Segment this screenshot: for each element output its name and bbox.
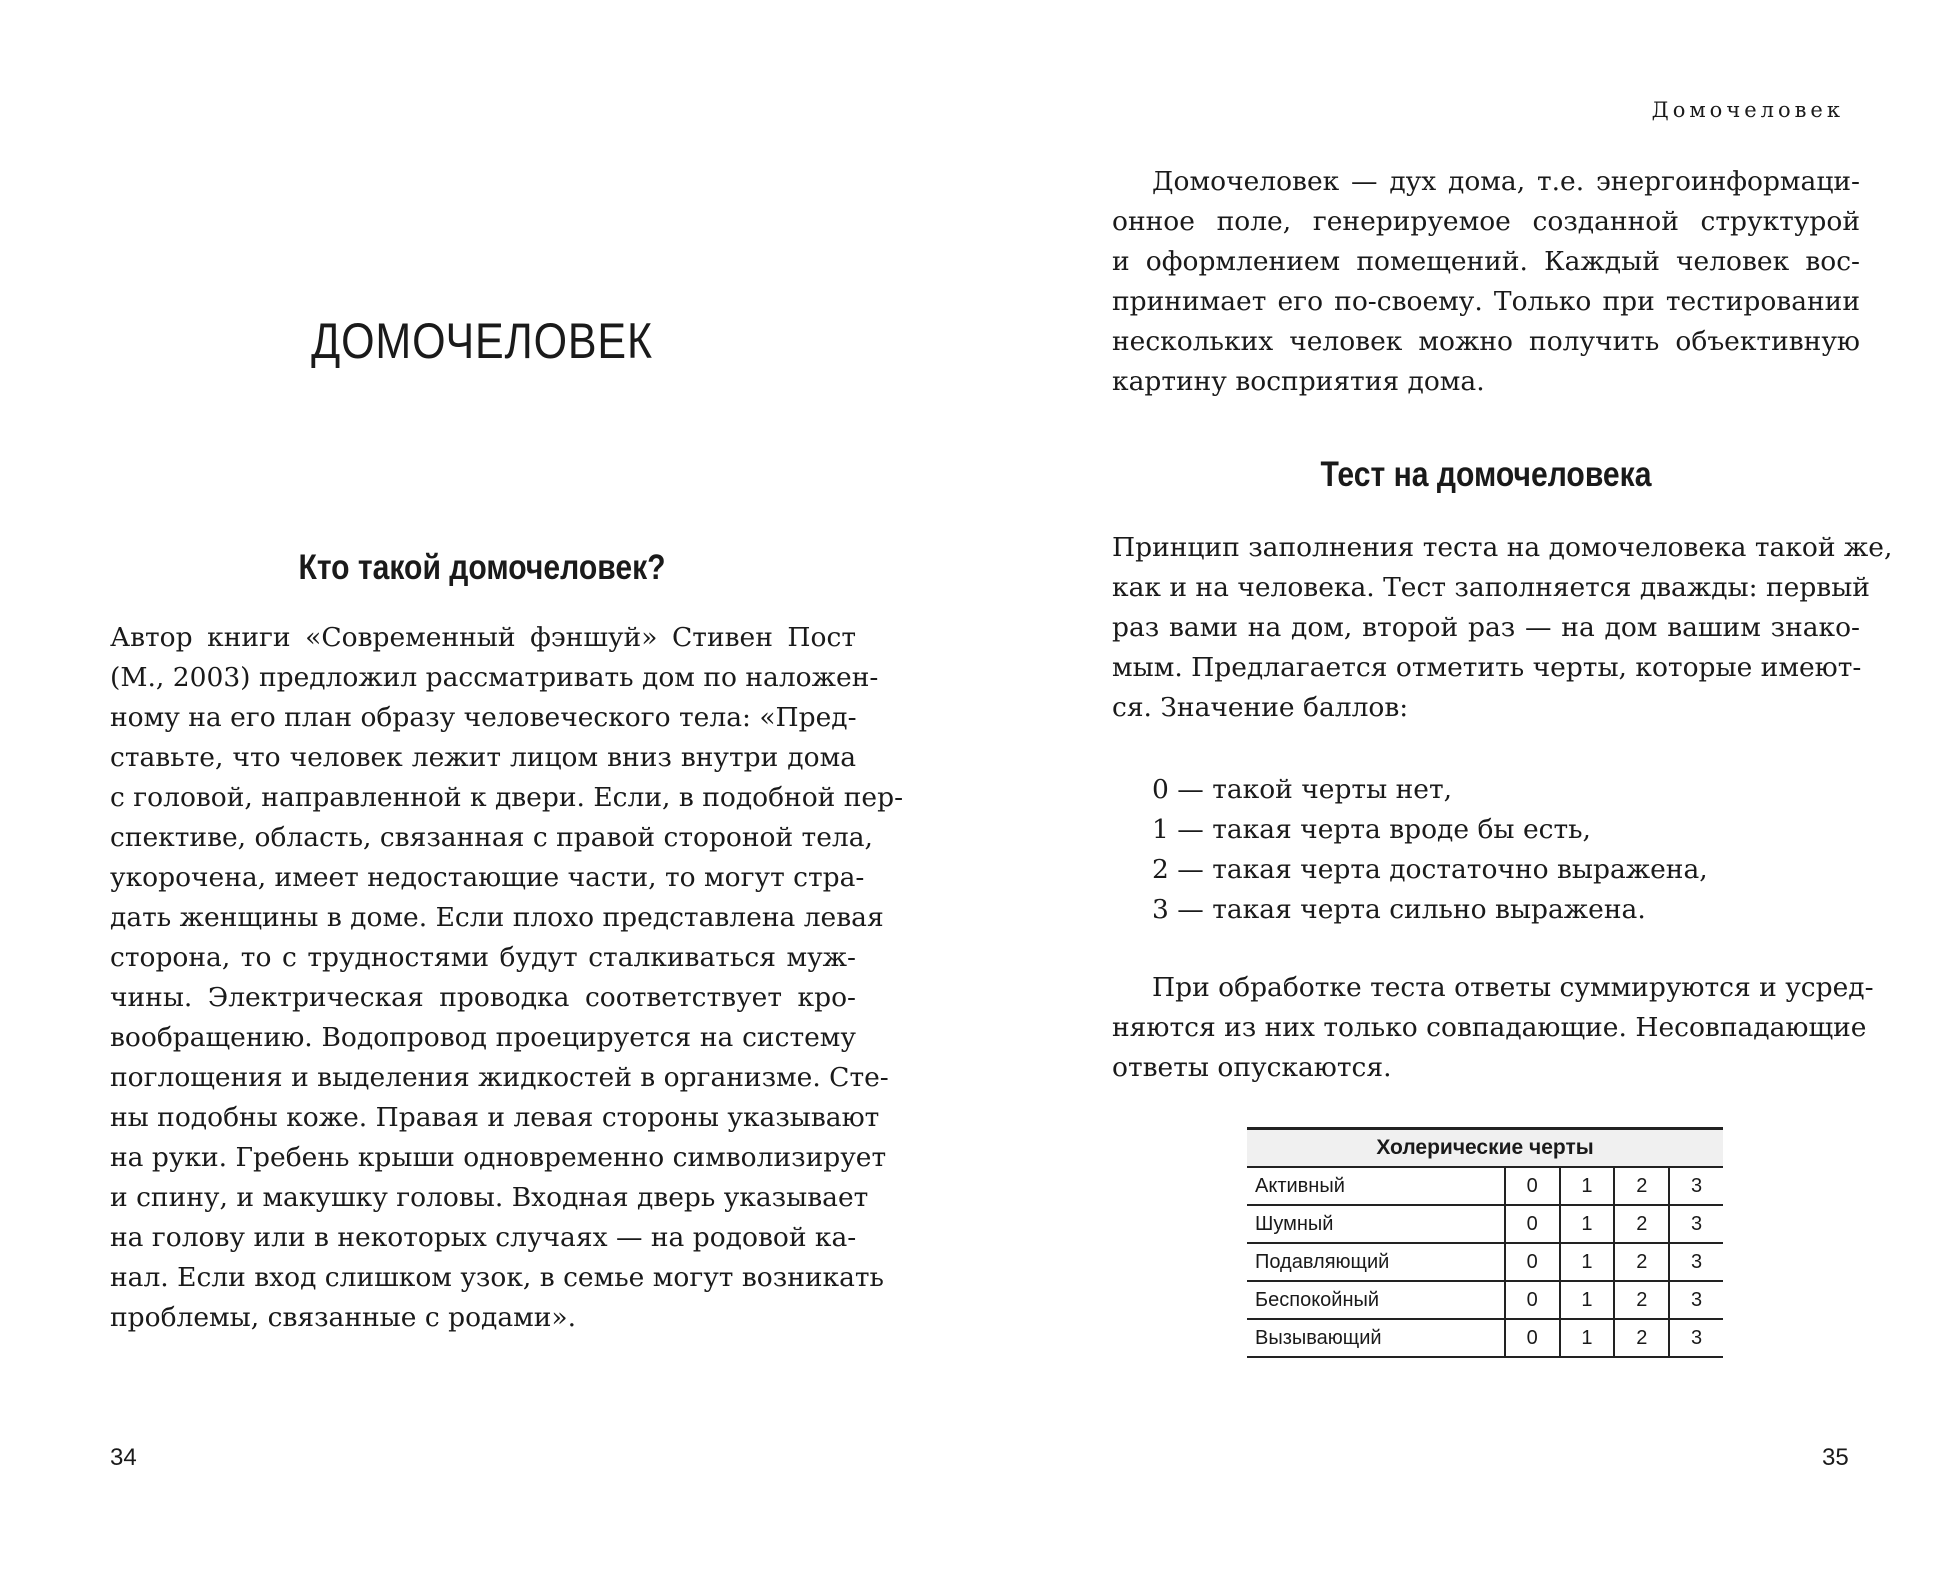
trait-name: Активный bbox=[1247, 1168, 1505, 1205]
right-page bbox=[972, 0, 1944, 1576]
score-item: 2 — такая черта достаточно выражена, bbox=[1152, 854, 1708, 885]
outro-paragraph bbox=[1112, 968, 1874, 1088]
score-cell: 0 bbox=[1505, 1168, 1560, 1205]
score-cell: 2 bbox=[1614, 1319, 1669, 1357]
body-paragraph bbox=[110, 618, 904, 1338]
score-cell: 1 bbox=[1560, 1168, 1615, 1205]
page-number: 35 bbox=[1822, 1444, 1849, 1471]
text-line: ся. Значение баллов: bbox=[1112, 692, 1409, 723]
score-cell: 3 bbox=[1669, 1281, 1723, 1319]
text-line: как и на человека. Тест заполняется дважды: первый bbox=[1112, 572, 1870, 603]
score-cell: 0 bbox=[1505, 1281, 1560, 1319]
table-row bbox=[1247, 1319, 1723, 1357]
text-line: проблемы, связанные с родами». bbox=[110, 1302, 577, 1333]
text-line: (М., 2003) предложил рассматривать дом по наложен- bbox=[110, 662, 879, 693]
text-line: поглощения и выделения жидкостей в организме. Сте- bbox=[110, 1062, 889, 1093]
score-cell: 3 bbox=[1669, 1168, 1723, 1205]
score-cell: 2 bbox=[1614, 1243, 1669, 1281]
text-line: укорочена, имеет недостающие части, то могут стра- bbox=[110, 862, 865, 893]
text-line: нескольких человек можно получить объективную bbox=[1112, 326, 1860, 357]
text-line: сторона, то с трудностями будут сталкиваться муж- bbox=[110, 942, 856, 973]
text-line: ному на его план образу человеческого тела: «Пред- bbox=[110, 702, 857, 733]
text-line: Домочеловек — дух дома, т.е. энергоинформаци- bbox=[1152, 166, 1860, 197]
score-cell: 2 bbox=[1614, 1168, 1669, 1205]
text-line: картину восприятия дома. bbox=[1112, 366, 1485, 397]
score-cell: 1 bbox=[1560, 1205, 1615, 1243]
table-row bbox=[1247, 1205, 1723, 1243]
text-line: с головой, направленной к двери. Если, в подобной пер- bbox=[110, 782, 904, 813]
trait-name: Подавляющий bbox=[1247, 1243, 1505, 1281]
score-cell: 3 bbox=[1669, 1205, 1723, 1243]
score-legend bbox=[1152, 770, 1708, 930]
text-line: и спину, и макушку головы. Входная дверь указывает bbox=[110, 1182, 869, 1213]
chapter-title: ДОМОЧЕЛОВЕК bbox=[311, 313, 653, 369]
score-cell: 1 bbox=[1560, 1319, 1615, 1357]
table-caption: Холерические черты bbox=[1247, 1127, 1723, 1168]
trait-name: Беспокойный bbox=[1247, 1281, 1505, 1319]
score-cell: 0 bbox=[1505, 1243, 1560, 1281]
text-line: Принцип заполнения теста на домочеловека такой же, bbox=[1112, 532, 1893, 563]
section-heading-test: Тест на домочеловека bbox=[1320, 455, 1652, 494]
score-item: 1 — такая черта вроде бы есть, bbox=[1152, 814, 1591, 845]
test-paragraph bbox=[1112, 528, 1893, 728]
text-line: Автор книги «Современный фэншуй» Стивен Пост bbox=[110, 622, 856, 653]
text-line: вообращению. Водопровод проецируется на систему bbox=[110, 1022, 856, 1053]
table-row bbox=[1247, 1281, 1723, 1319]
score-item: 3 — такая черта сильно выражена. bbox=[1152, 894, 1646, 925]
text-line: дать женщины в доме. Если плохо представлена левая bbox=[110, 902, 884, 933]
text-line: ставьте, что человек лежит лицом вниз внутри дома bbox=[110, 742, 856, 773]
score-cell: 2 bbox=[1614, 1281, 1669, 1319]
text-line: принимает его по-своему. Только при тестировании bbox=[1112, 286, 1860, 317]
trait-name: Вызывающий bbox=[1247, 1319, 1505, 1357]
text-line: онное поле, генерируемое созданной структурой bbox=[1112, 206, 1860, 237]
text-line: спективе, область, связанная с правой стороной тела, bbox=[110, 822, 873, 853]
score-cell: 1 bbox=[1560, 1243, 1615, 1281]
score-cell: 0 bbox=[1505, 1205, 1560, 1243]
text-line: ответы опускаются. bbox=[1112, 1052, 1392, 1083]
text-line: мым. Предлагается отметить черты, которые имеют- bbox=[1112, 652, 1862, 683]
text-line: раз вами на дом, второй раз — на дом вашим знако- bbox=[1112, 612, 1860, 643]
choleric-traits-table bbox=[1247, 1127, 1723, 1358]
score-cell: 3 bbox=[1669, 1319, 1723, 1357]
text-line: нал. Если вход слишком узок, в семье могут возникать bbox=[110, 1262, 884, 1293]
text-line: и оформлением помещений. Каждый человек вос- bbox=[1112, 246, 1860, 277]
table-row bbox=[1247, 1243, 1723, 1281]
text-line: на руки. Гребень крыши одновременно символизирует bbox=[110, 1142, 887, 1173]
section-heading-who: Кто такой домочеловек? bbox=[298, 548, 666, 587]
score-cell: 3 bbox=[1669, 1243, 1723, 1281]
running-head: Домочеловек bbox=[1651, 98, 1844, 122]
text-line: При обработке теста ответы суммируются и усред- bbox=[1152, 972, 1874, 1003]
table-row bbox=[1247, 1168, 1723, 1205]
intro-paragraph bbox=[1112, 162, 1860, 402]
trait-name: Шумный bbox=[1247, 1205, 1505, 1243]
score-cell: 1 bbox=[1560, 1281, 1615, 1319]
score-item: 0 — такой черты нет, bbox=[1152, 774, 1453, 805]
score-cell: 2 bbox=[1614, 1205, 1669, 1243]
text-line: ны подобны коже. Правая и левая стороны указывают bbox=[110, 1102, 880, 1133]
text-line: чины. Электрическая проводка соответствует кро- bbox=[110, 982, 856, 1013]
page-number: 34 bbox=[110, 1444, 137, 1471]
text-line: на голову или в некоторых случаях — на родовой ка- bbox=[110, 1222, 857, 1253]
text-line: няются из них только совпадающие. Несовпадающие bbox=[1112, 1012, 1867, 1043]
score-cell: 0 bbox=[1505, 1319, 1560, 1357]
